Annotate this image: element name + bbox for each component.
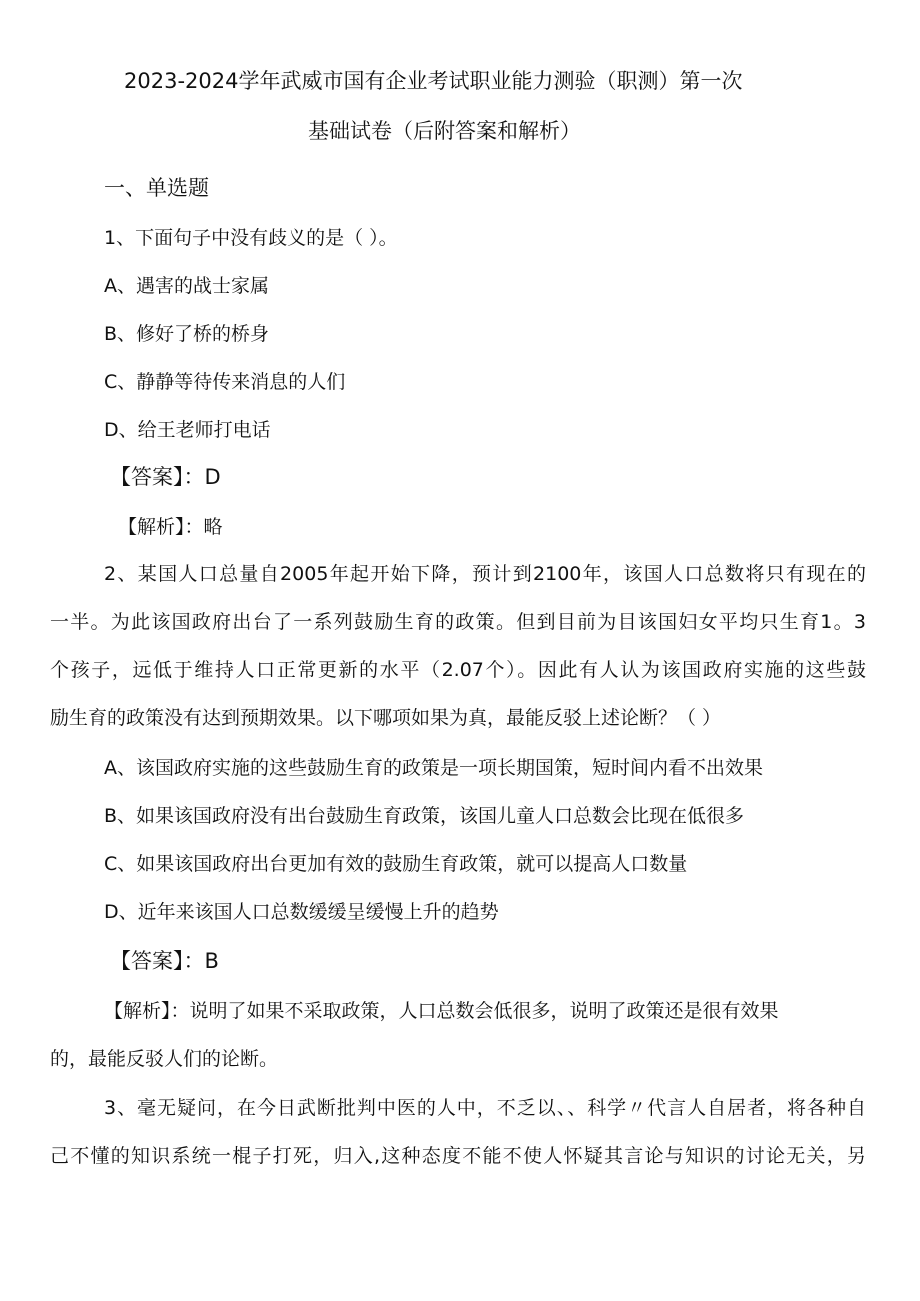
- question-2-analysis-line-1: 【解析】：说明了如果不采取政策，人口总数会低很多，说明了政策还是很有效果: [104, 1000, 779, 1022]
- question-2-stem-line-4: 励生育的政策没有达到预期效果。以下哪项如果为真，最能反驳上述论断？（ ）: [50, 707, 722, 729]
- question-2-option-b: B、如果该国政府没有出台鼓励生育政策，该国儿童人口总数会比现在低很多: [104, 805, 745, 827]
- section-heading: 一、单选题: [104, 176, 209, 200]
- question-2-stem-line-3: 个孩子，远低于维持人口正常更新的水平（2.07个）。因此有人认为该国政府实施的这些鼓: [50, 659, 866, 681]
- question-1-analysis: 【解析】：略: [118, 516, 223, 538]
- question-3-stem-line-2: 己不懂的知识系统一棍子打死，归入,这种态度不能不使人怀疑其言论与知识的讨论无关，另: [50, 1145, 866, 1167]
- question-1-option-c: C、静静等待传来消息的人们: [104, 371, 346, 393]
- question-3-stem-line-1: 3、毫无疑问，在今日武断批判中医的人中，不乏以、、科学〃代言人自居者，将各种自: [104, 1097, 866, 1119]
- question-1-option-d: D、给王老师打电话: [104, 419, 271, 441]
- question-1-option-a: A、遇害的战士家属: [104, 275, 269, 297]
- question-2-option-c: C、如果该国政府出台更加有效的鼓励生育政策，就可以提高人口数量: [104, 853, 688, 875]
- question-1-answer: 【答案】：D: [110, 465, 221, 489]
- question-2-answer: 【答案】：B: [110, 949, 219, 973]
- question-2-option-a: A、该国政府实施的这些鼓励生育的政策是一项长期国策，短时间内看不出效果: [104, 757, 763, 779]
- question-2-analysis-line-2: 的，最能反驳人们的论断。: [50, 1048, 279, 1070]
- question-1-option-b: B、修好了桥的桥身: [104, 323, 270, 345]
- document-title-line-1: 2023-2024学年武威市国有企业考试职业能力测验（职测）第一次: [124, 69, 743, 93]
- document-title-line-2: 基础试卷（后附答案和解析）: [308, 119, 581, 143]
- question-2-stem-line-1: 2、某国人口总量自2005年起开始下降，预计到2100年，该国人口总数将只有现在的: [104, 563, 866, 585]
- question-2-option-d: D、近年来该国人口总数缓缓呈缓慢上升的趋势: [104, 901, 499, 923]
- question-2-stem-line-2: 一半。为此该国政府出台了一系列鼓励生育的政策。但到目前为目该国妇女平均只生育1。3: [50, 611, 866, 633]
- question-1-stem: 1、下面句子中没有歧义的是（ ）。: [104, 227, 398, 249]
